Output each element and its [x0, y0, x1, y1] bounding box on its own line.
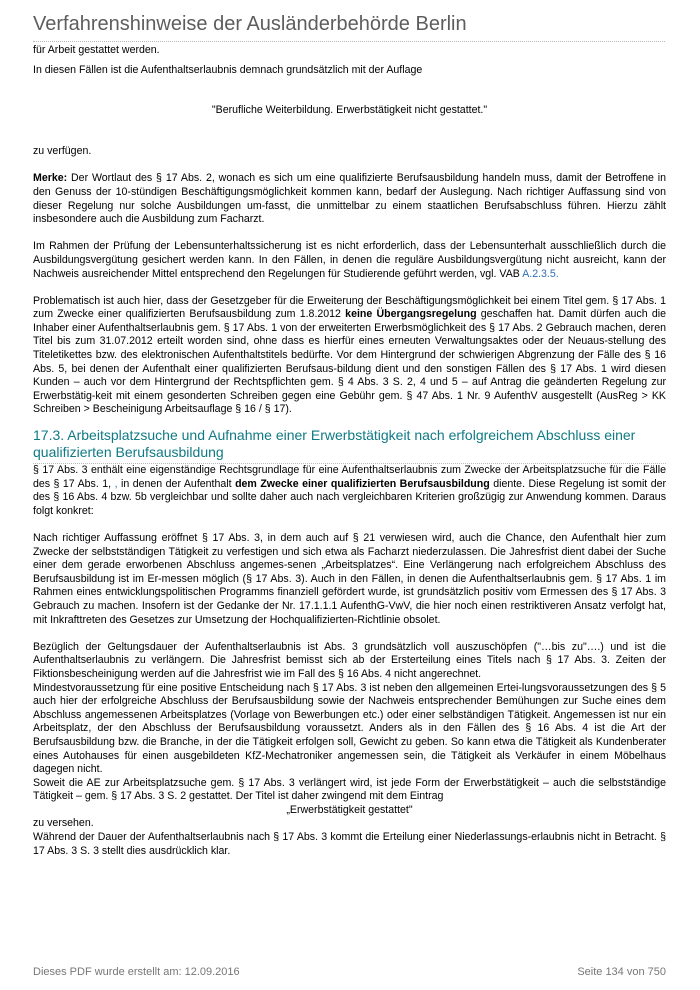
paragraph: zu verfügen. — [33, 145, 92, 158]
paragraph-text: § 17 Abs. 3 enthält eine eigenständige Rechtsgrundlage für eine Aufenthaltserlaubnis zum Zwecke der Arbeitsplatzsuche für die Fälle des § 17 Abs. 1, — [33, 464, 666, 490]
paragraph-text: diente. Diese Regelung ist somit der des § 16 Abs. 4 bzw. 5b vergleichbar und sollte daher auch nach vergleichbaren Kriterien großzügig zur Anwendung kommen. Daraus folgt konkret: — [33, 477, 667, 517]
created-date: Dieses PDF wurde erstellt am: 12.09.2016 — [33, 966, 240, 978]
page-title: Verfahrenshinweise der Ausländerbehörde Berlin — [33, 13, 467, 35]
paragraph: Während der Dauer der Aufenthaltserlaubnis nach § 17 Abs. 3 kommt die Erteilung einer Niederlassungs-erlaubnis nicht in Betracht. § 17 Abs. 3 S. 3 stellt dies ausdrücklich klar. — [33, 831, 666, 857]
reference-link[interactable]: , — [114, 477, 118, 490]
merke-text: Der Wortlaut des § 17 Abs. 2, wonach es sich um eine qualifizierte Berufsausbildung handeln muss, damit der Betroffene in den Genuss der 10-stündigen Beschäftigungsmöglichkeit kommen kann, bedarf der Auslegung. Nach richtiger Auffassung sind von dieser Regelung nur solche Ausbildungen um-fasst, die unmittelbar zu einem staatlichen Berufsabschluss führen. Hierzu zählt insbesondere auch die Ausbildung zum Facharzt. — [33, 172, 666, 226]
paragraph: zu versehen. — [33, 817, 94, 830]
paragraph: In diesen Fällen ist die Aufenthaltserlaubnis demnach grundsätzlich mit der Auflage — [33, 63, 423, 76]
paragraph: für Arbeit gestattet werden. — [33, 44, 160, 56]
paragraph — [33, 240, 666, 281]
paragraph — [33, 295, 666, 417]
paragraph: Soweit die AE zur Arbeitsplatzsuche gem. § 17 Abs. 3 verlängert wird, ist jede Form der Erwerbstätigkeit – auch die selbstständige Tätigkeit – gem. § 17 Abs. 3 S. 2 gestattet. Der Titel ist daher zwingend mit dem Eintrag — [33, 776, 666, 803]
page-number: Seite 134 von 750 — [577, 966, 666, 978]
paragraph: Nach richtiger Auffassung eröffnet § 17 Abs. 3, in dem auch auf § 21 verwiesen wird, auch die Chance, den Aufenthalt hier zum Zwecke der selbstständigen Tätigkeit zu verfestigen und sich etwa als Facharzt niederzulassen. Die Jahresfrist dient dabei der Suche einer dem gerade erworbenen Abschluss angemes-senen „Arbeitsplatzes“. Eine Verlängerung nach erfolgreichem Abschluss des Berufsausbildung ist im Er-messen möglich (§ 17 Abs. 3). Auch in den Fällen, in denen die Aufenthaltserlaubnis gem. § 17 Abs. 1 im Rahmen eines entwicklungspolitischen Programms finanziell gefördert wurde, ist grundsätzlich positiv vom Ermessen des § 17 Abs. 3 Gebrauch zu machen. Insofern ist der Gedanke der Nr. 17.1.1.1 AufenthG-VwV, die hier noch einen restriktiveren Ansatz verfolgt hat, mit Inkrafttreten des Gesetzes zur Umsetzung der Hochqualifizierten-Richtlinie obsolet. — [33, 532, 666, 626]
emphasis: dem Zwecke einer qualifizierten Berufsausbildung — [235, 477, 490, 490]
paragraph — [33, 464, 666, 518]
paragraph-text: in denen der Aufenthalt — [121, 477, 232, 490]
quoted-restriction: "Berufliche Weiterbildung. Erwerbstätigkeit nicht gestattet." — [211, 104, 488, 117]
reference-link[interactable]: A.2.3.5. — [522, 267, 559, 280]
paragraph: Bezüglich der Geltungsdauer der Aufenthaltserlaubnis ist Abs. 3 grundsätzlich voll auszuschöpfen ("…bis zu"….) und ist die Aufenthaltserlaubnis zu verlängern. Die Jahresfrist bemisst sich ab der Ersterteilung eines Titels nach § 17 Abs. 3. Zeiten der Fiktionsbescheinigung werden auf die Jahresfrist wie im Fall des § 16 Abs. 4 nicht angerechnet. — [33, 640, 666, 680]
paragraph-text: geschaffen hat. Damit dürfen auch die Inhaber einer Aufenthaltserlaubnis gem. § 17 Abs. 1 von der erweiterten Erwerbsmöglichkeit des § 17 Abs. 2 Gebrauch machen, deren Titel bis zum 31.07.2012 erteilt worden sind, ohne dass es hierfür eines erneuten Verwaltungsaktes oder der Neuaus-stellung des Titeletikettes bzw. des elektronischen Aufenthaltstitels bedürfte. Vor dem Hintergrund der schwierigen Abgrenzung der Fälle des § 16 Abs. 5, bei denen der Aufenthalt einer qualifizierten Berufsaus-bildung dient und den sonstigen Fällen des § 17 Abs. 1 wird diesen Kunden – auch vor dem Hintergrund der Rechtspflichten gem. § 4 Abs. 3 S. 2, 4 und 5 – auf Antrag die geänderten Regelung zur Erwerbstätig-keit mit einem gesonderten Schreiben gegen eine Gebühr gem. § 47 Abs. 1 Nr. 9 AufenthV ausgestellt (AusReg > KK Schreiben > Bescheinigung Arbeitsauflage § 16 / § 17). — [33, 308, 666, 416]
merke-paragraph — [33, 172, 666, 226]
merke-label: Merke: — [33, 172, 68, 185]
emphasis: keine Übergangsregelung — [345, 308, 477, 321]
quoted-permission: „Erwerbstätigkeit gestattet" — [286, 803, 413, 816]
section-heading: 17.3. Arbeitsplatzsuche und Aufnahme einer Erwerbstätigkeit nach erfolgreichem Abschluss einer qualifizierten Berufsausbildung — [33, 427, 666, 464]
document-body — [33, 44, 666, 858]
paragraph: Mindestvoraussetzung für eine positive Entscheidung nach § 17 Abs. 3 ist neben den allgemeinen Ertei-lungsvoraussetzungen des § 5 auch hier der erfolgreiche Abschluss der Berufsausbildung sowie der Nachweis entsprechender Bemühungen zur Suche eines dem Abschluss angemessenen Arbeitsplatzes (Vorlage von Bewerbungen etc.) oder einer selbständigen Tätigkeit. Angemessen ist nur ein Arbeitsplatz, der den Abschluss der Berufsausbildung voraussetzt. Anders als in den Fällen des § 16 Abs. 4 ist die Art der Berufsausbildung bzw. die Branche, in der die Tätigkeit erfolgen soll, Gewicht zu geben. So kann etwa die Tätigkeit als Kundenberater eines Autohauses für einen ausgebildeten KfZ-Mechatroniker angemessen sein, die Tätigkeit als Verkäufer in einem Möbelhaus dagegen nicht. — [33, 681, 666, 776]
paragraph-text: Im Rahmen der Prüfung der Lebensunterhaltssicherung ist es nicht erforderlich, dass der Lebensunterhalt ausschließlich durch die Ausbildungsvergütung gesichert werden kann. In den Fällen, in denen die reguläre Ausbildungsvergütung nicht ausreicht, kann der Nachweis ausreichender Mittel entsprechend den Regelungen für Studierende geführt werden, vgl. VAB — [33, 240, 666, 280]
page-header — [33, 12, 665, 42]
paragraph-text: Problematisch ist auch hier, dass der Gesetzgeber für die Erweiterung der Beschäftigungsmöglichkeit bei einem Titel gem. § 17 Abs. 1 zum Zwecke einer qualifizierten Berufsausbildung zum 1.8.2012 — [33, 294, 666, 321]
